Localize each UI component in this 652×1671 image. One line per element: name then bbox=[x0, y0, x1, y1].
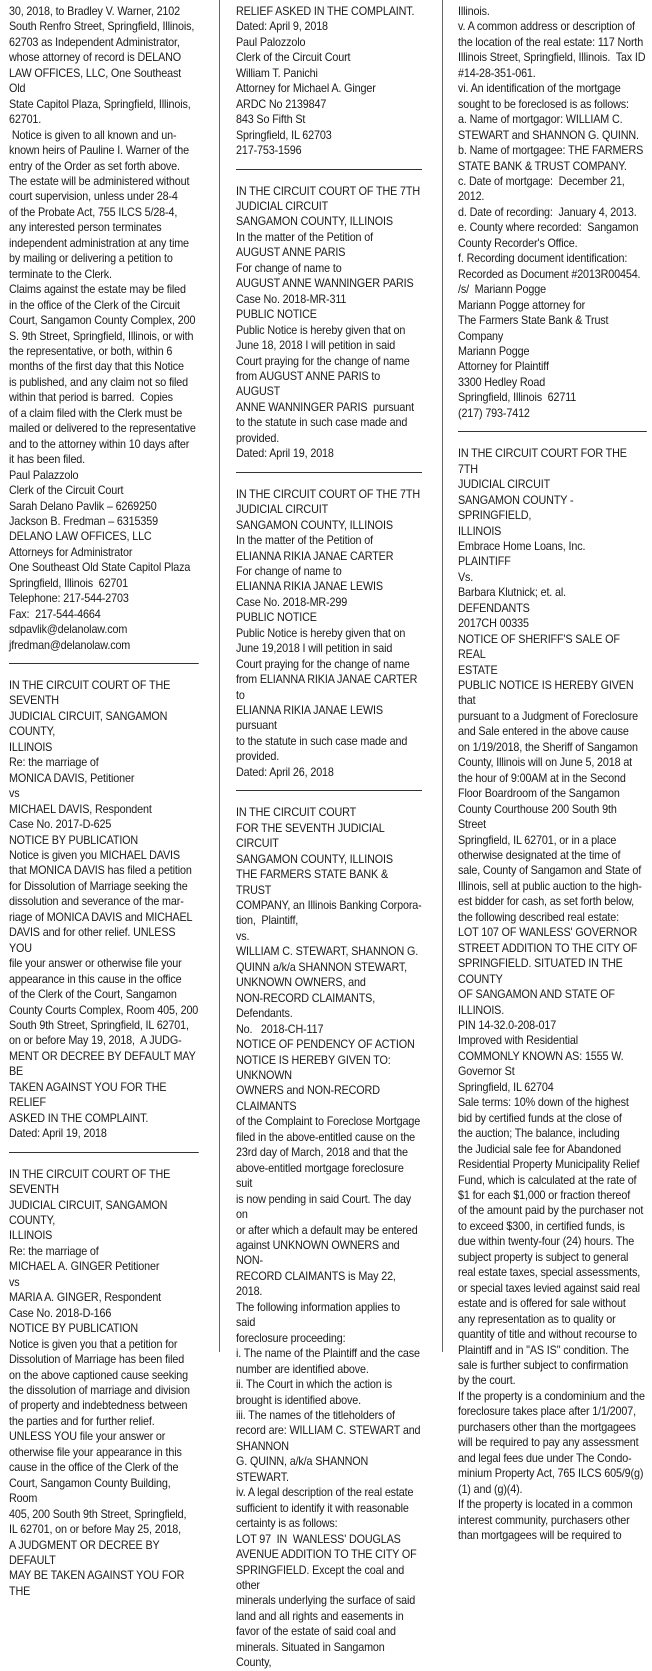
notice-line: ii. The Court in which the action is bbox=[236, 1378, 392, 1392]
notice-line: WILLIAM C. STEWART, SHANNON G. bbox=[236, 945, 419, 959]
notice-line: IN THE CIRCUIT COURT OF THE 7TH bbox=[236, 487, 420, 501]
notice-line: OWNERS and NON-RECORD CLAIMANTS bbox=[236, 1084, 383, 1113]
notice-line: Re: the marriage of bbox=[9, 756, 99, 770]
notice-line: iv. A legal description of the real estate bbox=[236, 1486, 414, 1500]
notice-line: Barbara Klutnick; et. al. bbox=[458, 586, 566, 600]
notice-line: the dissolution of marriage and division bbox=[9, 1383, 190, 1397]
notice-line: Jackson B. Fredman – 6315359 bbox=[9, 514, 158, 528]
notice-line: Paul Palazzolo bbox=[9, 468, 79, 482]
notice-line: the representative, or both, within 6 bbox=[9, 344, 173, 358]
notice-line: #14-28-351-061. bbox=[458, 66, 536, 80]
notice-line: Case No. 2018-D-166 bbox=[9, 1306, 112, 1320]
notice-line: LOT 97 IN WANLESS' DOUGLAS bbox=[236, 1532, 401, 1546]
notice-line: ELIANNA RIKIA JANAE LEWIS bbox=[236, 580, 383, 594]
notice-line: whose attorney of record is DELANO bbox=[9, 51, 182, 65]
notice-line: DELANO LAW OFFICES, LLC bbox=[9, 530, 152, 544]
notice-line: SPRINGFIELD. SITUATED IN THE COUNTY bbox=[458, 957, 626, 986]
notice-line: JUDICIAL CIRCUIT, SANGAMON COUNTY, bbox=[9, 1198, 171, 1227]
notice-line: real estate taxes, special assessments, bbox=[458, 1266, 641, 1280]
notice-line: MICHAEL DAVIS, Respondent bbox=[9, 802, 152, 816]
notice-line: and to the attorney within 10 days after bbox=[9, 437, 190, 451]
notice-line: IL 62701, on or before May 25, 2018, bbox=[9, 1523, 182, 1537]
notice-line: vs bbox=[9, 787, 20, 801]
notice-line: by mailing or delivering a petition to bbox=[9, 252, 173, 266]
notice-line: DAVIS and for other relief. UNLESS YOU bbox=[9, 926, 179, 955]
notice-line: UNLESS YOU file your answer or bbox=[9, 1430, 166, 1444]
notice-line: Public Notice is hereby given that on bbox=[236, 323, 406, 337]
notice-line: Claims against the estate may be filed bbox=[9, 283, 186, 297]
notice-line: d. Date of recording: January 4, 2013. bbox=[458, 205, 637, 219]
notice-line: ESTATE bbox=[458, 663, 498, 677]
notice-line: any interested person terminates bbox=[9, 221, 162, 235]
notice-line: G. QUINN, a/k/a SHANNON STEWART. bbox=[236, 1455, 372, 1484]
notice-line: State Capitol Plaza, Springfield, Illinois, bbox=[9, 97, 191, 111]
notice-line: MICHAEL A. GINGER Petitioner bbox=[9, 1260, 160, 1274]
notice-line: the location of the real estate: 117 North bbox=[458, 35, 644, 49]
legal-notice bbox=[9, 678, 199, 1142]
notice-line: tion, Plaintiff, bbox=[236, 914, 299, 928]
notice-line: number are identified above. bbox=[236, 1362, 369, 1376]
notice-line: Illinois. bbox=[458, 5, 490, 18]
notice-line: on 1/19/2018, the Sheriff of Sangamon bbox=[458, 740, 638, 754]
notice-line: RELIEF ASKED IN THE COMPLAINT. bbox=[236, 5, 415, 18]
notice-line: favor of the estate of said coal and bbox=[236, 1625, 396, 1639]
notice-line: County, Illinois will on June 5, 2018 at bbox=[458, 756, 633, 770]
notice-line: Recorded as Document #2013R00454. bbox=[458, 267, 641, 281]
notice-line: independent administration at any time bbox=[9, 236, 189, 250]
notice-line: foreclosure takes place after 1/1/2007, bbox=[458, 1405, 636, 1419]
notice-line: NOTICE BY PUBLICATION bbox=[9, 833, 139, 847]
notice-line: is published, and any claim not so filed bbox=[9, 375, 189, 389]
notice-line: quantity of title and without recourse to bbox=[458, 1328, 637, 1342]
notice-line: County Courthouse 200 South 9th Street bbox=[458, 802, 620, 832]
notice-line: Attorney for Plaintiff bbox=[458, 360, 549, 374]
notice-line: entry of the Order as set forth above. bbox=[9, 159, 180, 173]
notice-line: Case No. 2018-MR-299 bbox=[236, 595, 348, 609]
notice-line: 2012. bbox=[458, 190, 485, 204]
notice-line: sale is further subject to confirmation bbox=[458, 1358, 629, 1372]
notice-line: on the above captioned cause seeking bbox=[9, 1368, 189, 1382]
notice-line: 843 So Fifth St bbox=[236, 113, 306, 127]
notice-line: Sarah Delano Pavlik – 6269250 bbox=[9, 499, 157, 513]
notice-line: UNKNOWN OWNERS, and bbox=[236, 976, 366, 990]
notice-line: otherwise file your appearance in this bbox=[9, 1445, 182, 1459]
notice-line: will be required to pay any assessment bbox=[458, 1436, 639, 1450]
notice-line: vi. An identification of the mortgage bbox=[458, 82, 621, 96]
notice-line: If the property is a condominium and the bbox=[458, 1389, 645, 1403]
notice-line: Springfield, Illinois 62701 bbox=[9, 576, 128, 590]
notice-line: that MONICA DAVIS has filed a petition bbox=[9, 864, 192, 878]
notice-line: from AUGUST ANNE PARIS to AUGUST bbox=[236, 369, 383, 399]
notice-line: f. Recording document identification: bbox=[458, 252, 628, 266]
notice-line: ILLINOIS bbox=[458, 524, 502, 538]
notice-line: NOTICE BY PUBLICATION bbox=[9, 1322, 139, 1336]
notice-line: Dated: April 19, 2018 bbox=[9, 1127, 107, 1141]
notice-line: For change of name to bbox=[236, 261, 342, 275]
notice-line: Notice is given you that a petition for bbox=[9, 1337, 178, 1351]
notice-line: William T. Panichi bbox=[236, 66, 318, 80]
notice-line: subject property is subject to general bbox=[458, 1250, 629, 1264]
notice-line: Clerk of the Circuit Court bbox=[236, 51, 351, 65]
notice-line: Notice is given you MICHAEL DAVIS bbox=[9, 849, 180, 863]
notice-line: iii. The names of the titleholders of bbox=[236, 1408, 395, 1422]
notice-line: MENT OR DECREE BY DEFAULT MAY BE bbox=[9, 1049, 199, 1079]
notice-line: NOTICE OF PENDENCY OF ACTION bbox=[236, 1038, 415, 1052]
notice-line: otherwise designated at the time of bbox=[458, 849, 621, 863]
notice-line: LAW OFFICES, LLC, One Southeast Old bbox=[9, 66, 184, 96]
notice-line: to the statute in such case made and bbox=[236, 416, 408, 430]
notice-line: LOT 107 OF WANLESS' GOVERNOR bbox=[458, 926, 638, 940]
notice-line: NOTICE OF SHERIFF'S SALE OF REAL bbox=[458, 632, 623, 662]
notice-line: the auction; The balance, including bbox=[458, 1127, 620, 1141]
notice-separator bbox=[236, 169, 422, 170]
notice-line: The estate will be administered without bbox=[9, 174, 190, 188]
notice-line: Mariann Pogge attorney for bbox=[458, 298, 586, 312]
notice-line: within that period is barred. Copies bbox=[9, 391, 173, 405]
notice-line: in the office of the Clerk of the Circuit bbox=[9, 298, 180, 312]
notice-line: Springfield, Illinois 62711 bbox=[458, 391, 577, 405]
column-divider bbox=[219, 0, 220, 1352]
notice-line: months of the first day that this Notice bbox=[9, 360, 184, 374]
notice-line: SPRINGFIELD. Except the coal and other bbox=[236, 1563, 408, 1592]
legal-notice bbox=[9, 1167, 199, 1600]
legal-notice bbox=[9, 4, 199, 653]
notice-line: ILLINOIS bbox=[9, 1229, 53, 1243]
notice-line: JUDICIAL CIRCUIT bbox=[236, 503, 329, 517]
notice-separator bbox=[236, 472, 422, 473]
notice-line: IN THE CIRCUIT COURT OF THE 7TH bbox=[236, 184, 420, 198]
notice-line: sought to be foreclosed is as follows: bbox=[458, 97, 629, 111]
notice-line: 30, 2018, to Bradley V. Warner, 2102 bbox=[9, 5, 181, 18]
notice-line: ILLINOIS bbox=[9, 740, 53, 754]
legal-notices-column-1 bbox=[9, 4, 199, 1599]
notice-line: Springfield, IL 62704 bbox=[458, 1080, 554, 1094]
notice-line: Plaintiff and in "AS IS" condition. The bbox=[458, 1343, 629, 1357]
notice-line: from ELIANNA RIKIA JANAE CARTER to bbox=[236, 673, 421, 702]
notice-line: estate and is offered for sale without bbox=[458, 1297, 626, 1311]
notice-line: terminate to the Clerk. bbox=[9, 267, 112, 281]
notice-line: IN THE CIRCUIT COURT FOR THE 7TH bbox=[458, 447, 630, 476]
notice-line: of a claim filed with the Clerk must be bbox=[9, 406, 183, 420]
notice-line: South 9th Street, Springfield, IL 62701, bbox=[9, 1019, 189, 1032]
notice-line: known heirs of Pauline I. Warner of the bbox=[9, 144, 189, 158]
notice-line: ELIANNA RIKIA JANAE LEWIS pursuant bbox=[236, 704, 389, 733]
notice-line: NON-RECORD CLAIMANTS, Defendants. bbox=[236, 991, 378, 1021]
notice-line: 3300 Hedley Road bbox=[458, 375, 546, 389]
notice-line: foreclosure proceeding: bbox=[236, 1331, 346, 1345]
notice-line: JUDICIAL CIRCUIT, SANGAMON COUNTY, bbox=[9, 709, 171, 739]
notice-line: IN THE CIRCUIT COURT bbox=[236, 806, 357, 820]
notice-line: Dated: April 26, 2018 bbox=[236, 765, 334, 779]
notice-separator bbox=[9, 1152, 199, 1153]
notice-line: SHANNON bbox=[236, 1439, 289, 1453]
notice-line: 405, 200 South 9th Street, Springfield, bbox=[9, 1507, 187, 1521]
notice-line: minerals. Situated in Sangamon County, bbox=[236, 1640, 388, 1670]
notice-line: Clerk of the Circuit Court bbox=[9, 484, 124, 498]
notice-line: provided. bbox=[236, 431, 280, 445]
notice-line: June 18, 2018 I will petition in said bbox=[236, 339, 396, 353]
notice-line: In the matter of the Petition of bbox=[236, 230, 373, 244]
notice-line: Governor St bbox=[458, 1065, 515, 1079]
notice-line: Notice is given to all known and un- bbox=[9, 128, 177, 142]
notice-line: SANGAMON COUNTY, ILLINOIS bbox=[236, 215, 393, 229]
notice-line: the following described real estate: bbox=[458, 910, 620, 924]
notice-line: NOTICE IS HEREBY GIVEN TO: UNKNOWN bbox=[236, 1053, 394, 1082]
notice-line: or special taxes levied against said real bbox=[458, 1281, 640, 1295]
notice-line: STEWART and SHANNON G. QUINN. bbox=[458, 128, 639, 142]
notice-line: certainty is as follows: bbox=[236, 1517, 338, 1531]
notice-line: TAKEN AGAINST YOU FOR THE RELIEF bbox=[9, 1080, 170, 1110]
notice-line: If the property is located in a common bbox=[458, 1498, 633, 1512]
notice-line: court supervision, unless under 28-4 bbox=[9, 190, 178, 204]
notice-line: The Farmers State Bank & Trust bbox=[458, 314, 609, 328]
notice-line: the hour of 9:00AM at in the Second bbox=[458, 771, 626, 785]
notice-line: bid by certified funds at the close of bbox=[458, 1111, 622, 1125]
notice-line: filed in the above-entitled cause on the bbox=[236, 1130, 416, 1144]
notice-line: riage of MONICA DAVIS and MICHAEL bbox=[9, 910, 193, 924]
notice-line: of the amount paid by the purchaser not bbox=[458, 1204, 644, 1218]
notice-line: to the statute in such case made and bbox=[236, 734, 408, 748]
notice-line: For change of name to bbox=[236, 564, 342, 578]
notice-line: STATE BANK & TRUST COMPANY. bbox=[458, 159, 627, 173]
notice-line: MAY BE TAKEN AGAINST YOU FOR THE bbox=[9, 1569, 187, 1598]
notice-line: 217-753-1596 bbox=[236, 144, 302, 158]
notice-line: or after which a default may be entered bbox=[236, 1223, 418, 1237]
notice-separator bbox=[458, 431, 647, 432]
notice-line: Illinois, sell at public auction to the high- bbox=[458, 879, 642, 893]
notice-line: IN THE CIRCUIT COURT OF THE SEVENTH bbox=[9, 1167, 174, 1197]
notice-line: mailed or delivered to the representative bbox=[9, 422, 196, 436]
notice-line: Telephone: 217-544-2703 bbox=[9, 592, 129, 606]
notice-line: and Sale entered in the above cause bbox=[458, 725, 629, 739]
notice-line: AUGUST ANNE WANNINGER PARIS bbox=[236, 277, 414, 291]
notice-line: vs bbox=[9, 1275, 20, 1289]
notice-line: Residential Property Municipality Relief bbox=[458, 1158, 640, 1172]
notice-line: Paul Palozzolo bbox=[236, 35, 306, 49]
notice-line: QUINN a/k/a SHANNON STEWART, bbox=[236, 960, 408, 974]
notice-line: PIN 14-32.0-208-017 bbox=[458, 1019, 557, 1032]
notice-line: pursuant to a Judgment of Foreclosure bbox=[458, 709, 639, 723]
notice-line: the parties and for further relief. bbox=[9, 1414, 155, 1428]
notice-line: minium Property Act, 765 ILCS 605/9(g) bbox=[458, 1467, 644, 1481]
notice-line: vs. bbox=[236, 929, 250, 943]
notice-line: b. Name of mortgagee: THE FARMERS bbox=[458, 144, 644, 158]
notice-line: THE FARMERS STATE BANK & TRUST bbox=[236, 868, 391, 897]
notice-line: Case No. 2017-D-625 bbox=[9, 818, 112, 832]
notice-line: South Renfro Street, Springfield, Illinois, bbox=[9, 20, 195, 34]
notice-line: brought is identified above. bbox=[236, 1393, 361, 1407]
notice-line: Fax: 217-544-4664 bbox=[9, 607, 101, 621]
notice-line: v. A common address or description of bbox=[458, 20, 635, 34]
notice-line: 62703 as Independent Administrator, bbox=[9, 35, 180, 49]
notice-line: A JUDGMENT OR DECREE BY DEFAULT bbox=[9, 1538, 163, 1567]
notice-line: AVENUE ADDITION TO THE CITY OF bbox=[236, 1548, 417, 1562]
notice-line: $1 for each $1,000 or fraction thereof bbox=[458, 1188, 631, 1202]
notice-line: Court, Sangamon County Building, Room bbox=[9, 1476, 174, 1506]
notice-line: to exceed $300, in certified funds, is bbox=[458, 1219, 625, 1233]
notice-line: c. Date of mortgage: December 21, bbox=[458, 174, 625, 188]
notice-line: than mortgagees will be required to bbox=[458, 1528, 622, 1542]
notice-line: JUDICIAL CIRCUIT bbox=[458, 478, 551, 492]
notice-line: due within twenty-four (24) hours. The bbox=[458, 1235, 635, 1249]
notice-line: COMPANY, an Illinois Banking Corpora- bbox=[236, 899, 422, 913]
notice-line: FOR THE SEVENTH JUDICIAL CIRCUIT bbox=[236, 821, 388, 851]
legal-notice bbox=[236, 184, 422, 462]
notice-line: provided. bbox=[236, 750, 280, 764]
notice-line: No. 2018-CH-117 bbox=[236, 1022, 324, 1036]
notice-line: record are: WILLIAM C. STEWART and bbox=[236, 1424, 421, 1438]
notice-line: Mariann Pogge bbox=[458, 344, 530, 358]
legal-notices-column-2 bbox=[236, 4, 422, 1671]
notice-line: purchasers other than the mortgagees bbox=[458, 1420, 636, 1434]
notice-line: Court praying for the change of name bbox=[236, 657, 410, 671]
legal-notice bbox=[236, 805, 422, 1670]
notice-line: on or before May 19, 2018, A JUDG- bbox=[9, 1034, 182, 1048]
notice-line: Sale terms: 10% down of the highest bbox=[458, 1096, 629, 1110]
legal-notice bbox=[458, 446, 647, 1543]
legal-notice bbox=[236, 487, 422, 781]
notice-line: County Courts Complex, Room 405, 200 bbox=[9, 1003, 199, 1017]
legal-notice bbox=[236, 4, 422, 159]
notice-line: STREET ADDITION TO THE CITY OF bbox=[458, 941, 638, 955]
notice-line: Dissolution of Marriage has been filed bbox=[9, 1353, 185, 1367]
notice-line: of the Complaint to Foreclose Mortgage bbox=[236, 1115, 421, 1129]
notice-line: i. The name of the Plaintiff and the case bbox=[236, 1347, 420, 1361]
notice-line: against UNKNOWN OWNERS and NON- bbox=[236, 1238, 403, 1268]
legal-notices-column-3 bbox=[458, 4, 647, 1543]
column-divider bbox=[442, 0, 443, 1352]
notice-line: ELIANNA RIKIA JANAE CARTER bbox=[236, 549, 394, 563]
notice-line: S. 9th Street, Springfield, Illinois, or with bbox=[9, 329, 194, 343]
notice-line: Springfield, IL 62703 bbox=[236, 128, 332, 142]
notice-line: appearance in this cause in the office bbox=[9, 972, 182, 986]
notice-line: Court, Sangamon County Complex, 200 bbox=[9, 314, 196, 328]
notice-line: cause in the office of the Clerk of the bbox=[9, 1461, 179, 1475]
notice-line: (217) 793-7412 bbox=[458, 406, 530, 420]
notice-line: Dated: April 19, 2018 bbox=[236, 447, 334, 461]
notice-line: dissolution and severance of the mar- bbox=[9, 895, 184, 909]
notice-line: 62701. bbox=[9, 113, 42, 127]
notice-line: PUBLIC NOTICE IS HEREBY GIVEN that bbox=[458, 679, 637, 708]
notice-line: County Recorder's Office. bbox=[458, 236, 578, 250]
notice-line: ARDC No 2139847 bbox=[236, 97, 327, 111]
notice-line: COMMONLY KNOWN AS: 1555 W. bbox=[458, 1049, 624, 1063]
notice-line: SANGAMON COUNTY - SPRINGFIELD, bbox=[458, 493, 577, 523]
notice-line: Springfield, IL 62701, or in a place bbox=[458, 833, 617, 847]
notice-line: /s/ Mariann Pogge bbox=[458, 283, 547, 297]
notice-line: PUBLIC NOTICE bbox=[236, 308, 317, 322]
notice-line: Dated: April 9, 2018 bbox=[236, 20, 328, 34]
notice-line: Public Notice is hereby given that on bbox=[236, 626, 406, 640]
notice-line: SANGAMON COUNTY, ILLINOIS bbox=[236, 518, 393, 532]
notice-line: The following information applies to said bbox=[236, 1300, 403, 1330]
notice-line: AUGUST ANNE PARIS bbox=[236, 246, 346, 260]
notice-line: Fund, which is calculated at the rate of bbox=[458, 1173, 637, 1187]
notice-line: MARIA A. GINGER, Respondent bbox=[9, 1291, 162, 1305]
notice-line: PUBLIC NOTICE bbox=[236, 611, 317, 625]
notice-line: 2017CH 00335 bbox=[458, 617, 529, 631]
notice-line: sufficient to identify it with reasonable bbox=[236, 1501, 409, 1515]
notice-line: Company bbox=[458, 329, 504, 343]
notice-line: Illinois Street, Springfield, Illinois. Tax ID bbox=[458, 51, 646, 65]
notice-line: OF SANGAMON AND STATE OF ILLINOIS. bbox=[458, 988, 618, 1017]
notice-line: ANNE WANNINGER PARIS pursuant bbox=[236, 400, 414, 414]
notice-line: Attorneys for Administrator bbox=[9, 545, 133, 559]
notice-line: ASKED IN THE COMPLAINT. bbox=[9, 1111, 149, 1125]
notice-line: e. County where recorded: Sangamon bbox=[458, 221, 639, 235]
notice-line: the Judicial sale fee for Abandoned bbox=[458, 1142, 621, 1156]
notice-line: sale, County of Sangamon and State of bbox=[458, 864, 642, 878]
notice-line: any representation as to quality or bbox=[458, 1312, 616, 1326]
notice-line: sdpavlik@delanolaw.com bbox=[9, 623, 128, 637]
notice-line: minerals underlying the surface of said bbox=[236, 1594, 416, 1608]
notice-line: MONICA DAVIS, Petitioner bbox=[9, 771, 135, 785]
notice-line: Court praying for the change of name bbox=[236, 354, 410, 368]
notice-line: jfredman@delanolaw.com bbox=[9, 638, 131, 652]
notice-line: JUDICIAL CIRCUIT bbox=[236, 199, 329, 213]
notice-line: PLAINTIFF bbox=[458, 555, 511, 569]
notice-line: of property and indebtedness between bbox=[9, 1399, 188, 1413]
notice-line: Vs. bbox=[458, 570, 474, 584]
notice-line: of the Clerk of the Court, Sangamon bbox=[9, 988, 177, 1002]
notice-line: above-entitled mortgage foreclosure suit bbox=[236, 1161, 407, 1191]
notice-line: a. Name of mortgagor: WILLIAM C. bbox=[458, 113, 623, 127]
notice-line: June 19,2018 I will petition in said bbox=[236, 642, 393, 656]
notice-line: Case No. 2018-MR-311 bbox=[236, 292, 347, 306]
notice-line: Floor Boardroom of the Sangamon bbox=[458, 787, 620, 801]
notice-line: Improved with Residential bbox=[458, 1034, 578, 1048]
notice-line: In the matter of the Petition of bbox=[236, 534, 373, 548]
notice-line: est bidder for cash, as set forth below, bbox=[458, 895, 635, 909]
notice-line: for Dissolution of Marriage seeking the bbox=[9, 879, 188, 893]
notice-line: Re: the marriage of bbox=[9, 1244, 99, 1258]
notice-line: (1) and (g)(4). bbox=[458, 1482, 523, 1496]
notice-line: is now pending in said Court. The day on bbox=[236, 1192, 414, 1222]
notice-line: Embrace Home Loans, Inc. bbox=[458, 539, 586, 553]
notice-separator bbox=[9, 663, 199, 664]
notice-line: IN THE CIRCUIT COURT OF THE SEVENTH bbox=[9, 679, 174, 708]
notice-line: file your answer or otherwise file your bbox=[9, 957, 182, 971]
notice-line: land and all rights and easements in bbox=[236, 1609, 404, 1623]
notice-line: RECORD CLAIMANTS is May 22, 2018. bbox=[236, 1269, 399, 1299]
notice-line: SANGAMON COUNTY, ILLINOIS bbox=[236, 852, 393, 866]
notice-line: of the Probate Act, 755 ILCS 5/28-4, bbox=[9, 205, 178, 219]
notice-line: by the court. bbox=[458, 1374, 516, 1388]
notice-line: interest community, purchasers other bbox=[458, 1513, 630, 1527]
notice-line: 23rd day of March, 2018 and that the bbox=[236, 1146, 408, 1160]
notice-line: and legal fees due under The Condo- bbox=[458, 1451, 632, 1465]
legal-notice bbox=[458, 4, 647, 421]
notice-line: One Southeast Old State Capitol Plaza bbox=[9, 561, 191, 575]
notice-separator bbox=[236, 790, 422, 791]
notice-line: it has been filed. bbox=[9, 453, 86, 467]
notice-line: Attorney for Michael A. Ginger bbox=[236, 82, 376, 96]
notice-line: DEFENDANTS bbox=[458, 601, 530, 615]
